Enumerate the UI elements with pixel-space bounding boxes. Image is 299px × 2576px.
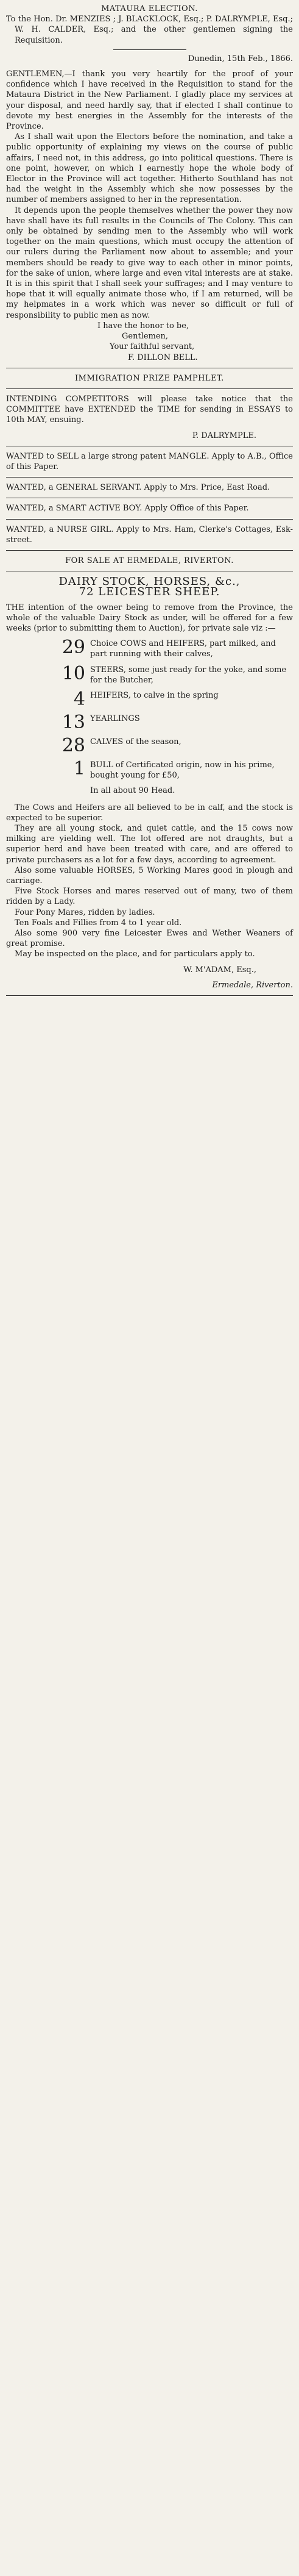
divider (6, 477, 293, 478)
divider (6, 519, 293, 520)
election-closing-2: Gentlemen, (122, 332, 169, 342)
stock-list (6, 639, 293, 781)
stock-description: STEERS, some just ready for the yoke, and some for the Butcher, (90, 665, 287, 685)
classified-ad: WANTED, a NURSE GIRL. Apply to Mrs. Ham, Clerke's Cottages, Esk-street. (6, 524, 293, 545)
sale-paragraph: Four Pony Mares, ridden by ladies. (15, 907, 155, 917)
sale-title-1: DAIRY STOCK, HORSES, &c., (58, 575, 241, 589)
stock-item (6, 662, 293, 685)
stock-count: 13 (62, 711, 85, 733)
stock-description: CALVES of the season, (90, 737, 181, 746)
stock-count: 28 (62, 734, 85, 756)
stock-count: 4 (73, 688, 85, 710)
sale-paragraph: They are all young stock, and quiet cattle, and the 15 cows now milking are yielding well. The lot offered are not draughts, but a superior herd and have been treated with care, and are offered to private purchasers as a lot for a few days, according to agreement. (6, 823, 293, 865)
sale-paragraph: May be inspected on the place, and for particulars apply to. (15, 950, 255, 959)
stock-description: Choice COWS and HEIFERS, part milked, and part running with their calves, (90, 639, 276, 659)
sale-intro: THE intention of the owner being to remove from the Province, the whole of the valuable Dairy Stock as under, will be offered for a few weeks (prior to submitting them to Auction), for private sale viz :— (6, 603, 293, 633)
sale-paragraph: Also some valuable HORSES, 5 Working Mares good in plough and carriage. (6, 865, 293, 886)
election-heading: MATAURA ELECTION. (101, 4, 198, 13)
immigration-notice: INTENDING COMPETITORS will please take notice that the COMMITTEE have EXTENDED the TIME for sending in ESSAYS to 10th MAY, ensuing. (6, 394, 293, 425)
election-paragraph: GENTLEMEN,—I thank you very heartily for the proof of your confidence which I have received in the Requisition to stand for the Mataura District in the New Parliament. I gladly place my services at your disposal, and need hardly say, that if elected I shall continue to devote my best energies in the Assembly for the interests of the Province. (6, 70, 293, 132)
sale-title-2: 72 LEICESTER SHEEP. (79, 585, 220, 599)
election-closing-1: I have the honor to be, (97, 321, 189, 331)
stock-item (6, 757, 293, 781)
classified-ad: WANTED, a SMART ACTIVE BOY. Apply Office of this Paper. (6, 504, 249, 513)
divider (6, 388, 293, 389)
stock-count: 1 (73, 757, 85, 779)
classified-ad: WANTED to SELL a large strong patent MANGLE. Apply to A.B., Office of this Paper. (6, 451, 293, 471)
sale-paragraph: Also some 900 very fine Leicester Ewes and Wether Weaners of great promise. (6, 929, 293, 949)
sale-signature: W. M'ADAM, Esq., (183, 965, 256, 975)
immigration-signature: P. DALRYMPLE. (192, 431, 256, 440)
election-paragraph: As I shall wait upon the Electors before the nomination, and take a public opportunity of explaining my views on the course of public affairs, I need not, in this address, go into political questions. There is one point, however, on which I earnestly hope the whole body of Elector in the Province will act together. Hitherto Southland has not had the weight in the Assembly which she now possesses by the number of members assigned to her in the representation. (6, 132, 293, 205)
immigration-heading: IMMIGRATION PRIZE PAMPHLET. (75, 373, 224, 383)
stock-item (6, 711, 293, 733)
election-closing-3: Your faithful servant, (110, 342, 195, 352)
election-address: To the Hon. Dr. MENZIES ; J. BLACKLOCK, Esq.; P. DALRYMPLE, Esq.; W. H. CALDER, Esq.; and the other gentlemen signing the Requisition. (6, 15, 293, 45)
divider (6, 550, 293, 551)
sale-paragraph: Five Stock Horses and mares reserved out of many, two of them ridden by a Lady. (6, 887, 293, 907)
sale-paragraph: Ten Foals and Fillies from 4 to 1 year old. (15, 918, 182, 928)
election-paragraph: It depends upon the people themselves whether the power they now have shall have its full results in the Councils of The Colony. This can only be obtained by sending men to the Assembly who will work together on the main questions, which must occupy the attention of our rulers during the Parliament now about to assemble; and your members should be ready to give way to each other in minor points, for the sake of union, where large and even vital interests are at stake. It is in this spirit that I shall seek your suffrages; and I may venture to hope that it will equally animate those who, if I am returned, will be my helpmates in a work which was never so difficult or full of responsibility to public men as now. (6, 206, 293, 320)
stock-description: HEIFERS, to calve in the spring (90, 690, 219, 700)
divider (113, 49, 186, 50)
sale-heading: FOR SALE AT ERMEDALE, RIVERTON. (65, 556, 234, 565)
sale-paragraph: The Cows and Heifers are all believed to be in calf, and the stock is expected to be superior. (6, 803, 293, 823)
stock-description: BULL of Certificated origin, now in his prime, bought young for £50, (90, 760, 275, 781)
newspaper-column (6, 0, 293, 996)
sale-place: Ermedale, Riverton. (212, 980, 293, 990)
stock-total: In all about 90 Head. (90, 786, 175, 796)
stock-item (6, 639, 293, 659)
classified-ad: WANTED, a GENERAL SERVANT. Apply to Mrs. Price, East Road. (6, 483, 270, 493)
election-signature: F. DILLON BELL. (128, 352, 198, 362)
divider (6, 995, 293, 996)
election-dateline: Dunedin, 15th Feb., 1866. (188, 54, 293, 63)
stock-count: 10 (62, 662, 85, 684)
stock-count: 29 (62, 637, 85, 659)
stock-item (6, 690, 293, 709)
stock-description: YEARLINGS (90, 714, 140, 723)
stock-item (6, 734, 293, 756)
